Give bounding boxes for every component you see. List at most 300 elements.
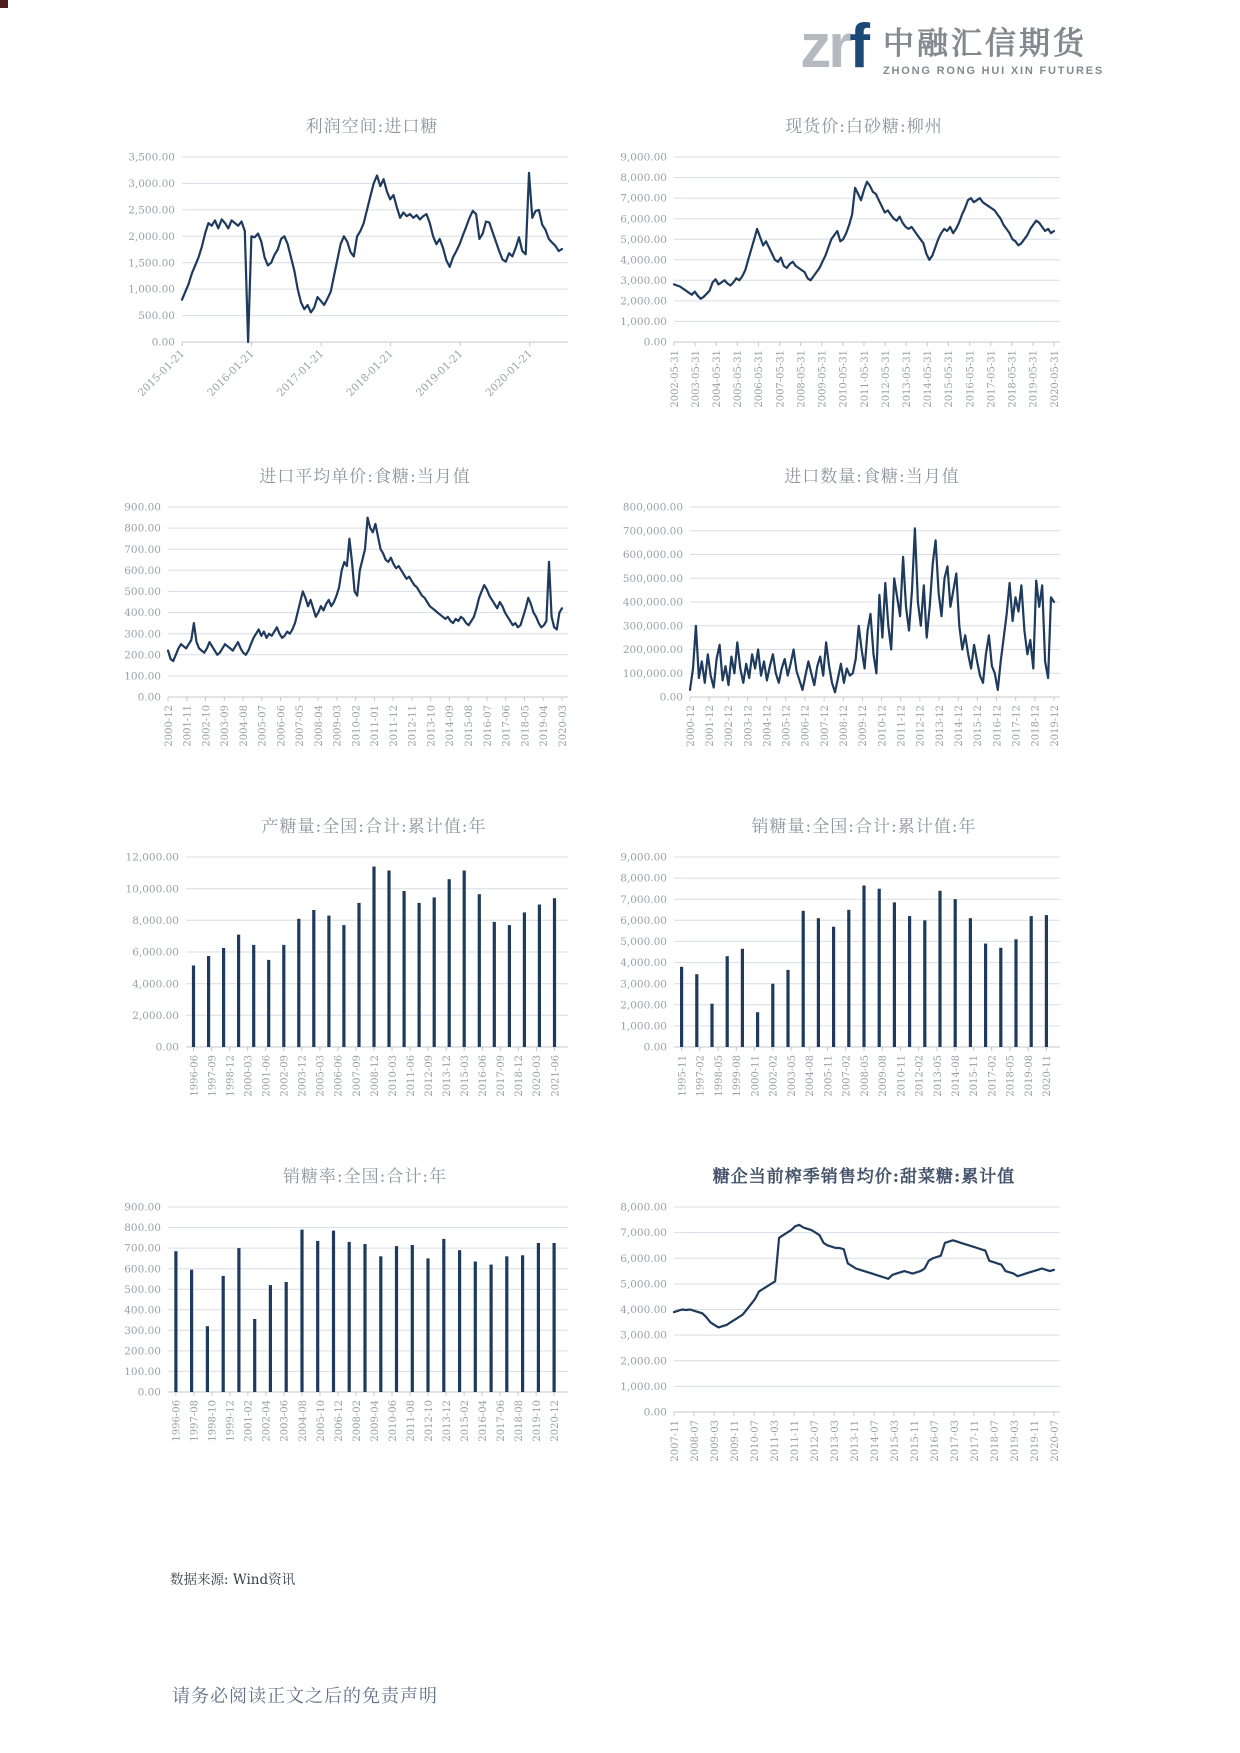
bar (312, 910, 315, 1047)
x-axis-tick-label: 2014-05-31 (923, 350, 935, 408)
x-axis-tick-label: 2002-12 (724, 705, 736, 747)
bar (207, 956, 210, 1047)
x-axis-tick-label: 2009-03 (709, 1420, 721, 1462)
x-axis-tick-label: 2017-06 (495, 1400, 507, 1442)
chart-beet-sugar-avg-sales-price (610, 1158, 1102, 1508)
bar (710, 1004, 713, 1047)
bar (458, 1250, 461, 1392)
y-axis-tick-label: 500,000.00 (622, 572, 683, 585)
chart-plot (118, 847, 610, 1127)
x-axis-tick-label: 2015-11 (969, 1055, 981, 1097)
x-axis-tick-label: 2019-12 (1049, 705, 1061, 747)
chart-title: 销糖量:全国:合计:累计值:年 (751, 817, 977, 837)
chart-sugar-production (118, 808, 610, 1158)
x-axis-tick-label: 1997-08 (189, 1400, 201, 1442)
bar (938, 891, 941, 1047)
x-axis-tick-label: 2000-12 (685, 705, 697, 747)
x-axis-tick-label: 1998-05 (713, 1055, 725, 1097)
chart-plot (610, 147, 1102, 422)
x-axis-tick-label: 1997-02 (695, 1055, 707, 1097)
chart-plot (118, 497, 610, 777)
chart-plot (610, 1197, 1102, 1492)
disclaimer-note: 请务必阅读正文之后的免责声明 (172, 1686, 438, 1707)
x-axis-tick-label: 2016-07 (482, 705, 494, 747)
y-axis-tick-label: 300.00 (124, 1324, 161, 1337)
y-axis-tick-label: 4,000.00 (620, 254, 667, 267)
x-axis-tick-label: 2010-02 (351, 705, 363, 747)
x-axis-tick-label: 2017-05-31 (986, 350, 998, 408)
x-axis-tick-label: 2007-05 (295, 705, 307, 747)
y-axis-tick-label: 3,000.00 (620, 274, 667, 287)
y-axis-tick-label: 800.00 (124, 522, 161, 535)
chart-canvas (118, 147, 570, 406)
x-axis-tick-label: 2007-11 (669, 1420, 681, 1462)
bar (923, 920, 926, 1047)
x-axis-tick-label: 2004-12 (762, 705, 774, 747)
x-axis-tick-label: 2012-09 (423, 1055, 435, 1097)
x-axis-tick-label: 2001-12 (705, 705, 716, 747)
logo-zr-text: zr (800, 12, 850, 81)
bar (553, 898, 556, 1047)
bar (253, 1319, 256, 1392)
chart-plot (610, 847, 1102, 1127)
y-axis-tick-label: 7,000.00 (620, 192, 667, 205)
bar (508, 925, 511, 1047)
x-axis-tick-label: 2019-05-31 (1028, 350, 1040, 408)
bar (442, 1239, 445, 1392)
x-axis-tick-label: 2011-01 (370, 705, 382, 747)
bar (553, 1243, 556, 1392)
x-axis-tick-label: 2017-06 (501, 705, 513, 747)
bar (505, 1256, 508, 1392)
y-axis-tick-label: 4,000.00 (620, 957, 667, 970)
series-line (690, 528, 1054, 692)
y-axis-tick-label: 700.00 (124, 543, 161, 556)
x-axis-tick-label: 1999-12 (225, 1400, 237, 1442)
bar (490, 1265, 493, 1392)
bar (847, 910, 850, 1047)
y-axis-tick-label: 12,000.00 (125, 851, 179, 864)
x-axis-tick-label: 2017-12 (1011, 705, 1023, 747)
x-axis-tick-label: 2020-12 (549, 1400, 561, 1442)
y-axis-tick-label: 5,000.00 (620, 1278, 667, 1291)
x-axis-tick-label: 2015-01-21 (135, 347, 188, 399)
x-axis-tick-label: 2005-03 (315, 1055, 327, 1097)
bar (478, 894, 481, 1047)
x-axis-tick-label: 2004-05-31 (712, 350, 723, 408)
x-axis-tick-label: 2013-12 (442, 1055, 453, 1097)
x-axis-tick-label: 2018-01-21 (344, 347, 396, 399)
x-axis-tick-label: 1996-06 (171, 1400, 183, 1442)
x-axis-tick-label: 2015-03 (460, 1055, 471, 1097)
y-axis-tick-label: 0.00 (643, 336, 667, 349)
x-axis-tick-label: 2019-10 (531, 1400, 543, 1442)
x-axis-tick-label: 2009-03 (332, 705, 344, 747)
x-axis-tick-label: 2016-06 (478, 1055, 490, 1097)
x-axis-tick-label: 2011-12 (896, 705, 908, 747)
chart-plot (118, 1197, 610, 1472)
x-axis-tick-label: 2019-01-21 (414, 347, 466, 399)
bar (379, 1256, 382, 1392)
x-axis-tick-label: 1996-06 (189, 1055, 201, 1097)
y-axis-tick-label: 8,000.00 (132, 914, 179, 927)
y-axis-tick-label: 7,000.00 (620, 1227, 667, 1240)
x-axis-tick-label: 2008-05-31 (796, 350, 808, 408)
bar (327, 916, 330, 1047)
x-axis-tick-label: 1998-10 (207, 1400, 219, 1442)
y-axis-tick-label: 4,000.00 (132, 978, 179, 991)
x-axis-tick-label: 2020-11 (1042, 1055, 1054, 1097)
chart-title: 利润空间:进口糖 (305, 117, 439, 137)
x-axis-tick-label: 2019-08 (1024, 1055, 1035, 1097)
y-axis-tick-label: 200,000.00 (622, 644, 683, 657)
chart-spot-price-white-sugar-liuzhou (610, 108, 1102, 458)
y-axis-tick-label: 8,000.00 (620, 1201, 667, 1214)
y-axis-tick-label: 2,000.00 (132, 1009, 179, 1022)
chart-title: 产糖量:全国:合计:累计值:年 (261, 817, 487, 837)
x-axis-tick-label: 2020-03 (557, 705, 569, 747)
bar (523, 912, 526, 1047)
chart-plot (610, 497, 1102, 777)
x-axis-tick-label: 2000-12 (163, 705, 175, 747)
x-axis-tick-label: 2008-04 (313, 705, 325, 747)
bar (300, 1230, 303, 1392)
x-axis-tick-label: 2000-11 (750, 1055, 762, 1097)
x-axis-tick-label: 2005-10 (315, 1400, 327, 1442)
x-axis-tick-label: 2006-06 (333, 1055, 345, 1097)
y-axis-tick-label: 300.00 (124, 628, 161, 641)
bar (741, 949, 744, 1047)
chart-title: 进口平均单价:食糖:当月值 (259, 467, 471, 487)
x-axis-tick-label: 2008-07 (689, 1420, 701, 1462)
x-axis-tick-label: 2019-03 (1009, 1420, 1021, 1462)
x-axis-tick-label: 2014-08 (951, 1055, 962, 1097)
x-axis-tick-label: 2020-05-31 (1049, 350, 1061, 408)
y-axis-tick-label: 100,000.00 (622, 667, 683, 680)
x-axis-tick-label: 2016-04 (477, 1400, 489, 1442)
x-axis-tick-label: 2012-12 (915, 705, 927, 747)
x-axis-tick-label: 2012-07 (809, 1420, 821, 1462)
x-axis-tick-label: 2005-05-31 (733, 350, 745, 408)
bar (802, 911, 805, 1047)
x-axis-tick-label: 2013-05 (932, 1055, 944, 1097)
x-axis-tick-label: 2000-03 (243, 1055, 255, 1097)
y-axis-tick-label: 600,000.00 (622, 549, 683, 562)
bar (433, 897, 436, 1047)
y-axis-tick-label: 5,000.00 (620, 936, 667, 948)
x-axis-tick-label: 2007-09 (351, 1055, 363, 1097)
y-axis-tick-label: 900.00 (124, 501, 161, 514)
y-axis-tick-label: 800.00 (124, 1222, 161, 1235)
chart-canvas (610, 847, 1062, 1123)
y-axis-tick-label: 200.00 (124, 649, 161, 662)
x-axis-tick-label: 2002-02 (768, 1055, 780, 1097)
bar (878, 889, 881, 1047)
x-axis-tick-label: 2010-07 (749, 1420, 761, 1462)
y-axis-tick-label: 3,000.00 (128, 178, 175, 190)
bar (1030, 916, 1033, 1047)
x-axis-tick-label: 2007-12 (819, 705, 831, 747)
y-axis-tick-label: 2,000.00 (620, 295, 667, 308)
bar (521, 1255, 524, 1392)
x-axis-tick-label: 2013-12 (441, 1400, 453, 1442)
bar (237, 1248, 240, 1392)
chart-title: 进口数量:食糖:当月值 (784, 467, 960, 487)
y-axis-tick-label: 400.00 (124, 607, 161, 620)
y-axis-tick-label: 8,000.00 (620, 872, 667, 885)
x-axis-tick-label: 2013-05-31 (902, 350, 913, 408)
bar (395, 1246, 398, 1392)
bar (862, 886, 865, 1048)
y-axis-tick-label: 2,500.00 (128, 204, 175, 217)
x-axis-tick-label: 2011-03 (769, 1420, 781, 1462)
y-axis-tick-label: 10,000.00 (125, 883, 179, 896)
y-axis-tick-label: 1,500.00 (128, 257, 175, 270)
bar (1014, 939, 1017, 1047)
x-axis-tick-label: 2017-11 (969, 1420, 981, 1462)
x-axis-tick-label: 2016-12 (992, 705, 1004, 747)
bar (756, 1012, 759, 1047)
series-line (674, 182, 1054, 299)
y-axis-tick-label: 0.00 (155, 1041, 179, 1054)
y-axis-tick-label: 2,000.00 (620, 1355, 667, 1368)
y-axis-tick-label: 3,000.00 (620, 978, 667, 991)
x-axis-tick-label: 2016-07 (929, 1420, 941, 1462)
chart-title: 销糖率:全国:合计:年 (282, 1167, 448, 1187)
chart-import-quantity (610, 458, 1102, 808)
x-axis-tick-label: 2003-06 (279, 1400, 291, 1442)
bar (448, 879, 451, 1047)
x-axis-tick-label: 2011-12 (388, 705, 400, 747)
y-axis-tick-label: 6,000.00 (620, 914, 667, 927)
chart-canvas (118, 847, 570, 1123)
x-axis-tick-label: 2014-12 (954, 705, 965, 747)
bar (282, 945, 285, 1047)
x-axis-tick-label: 2006-06 (276, 705, 288, 747)
bar (174, 1251, 177, 1392)
x-axis-tick-label: 2014-09 (445, 705, 457, 747)
y-axis-tick-label: 600.00 (124, 1263, 161, 1276)
x-axis-tick-label: 2018-07 (989, 1420, 1001, 1462)
bar (832, 927, 835, 1047)
chart-plot (118, 147, 610, 410)
chart-grid (118, 108, 1102, 1508)
chart-canvas (610, 497, 1062, 773)
y-axis-tick-label: 5,000.00 (620, 233, 667, 246)
x-axis-tick-label: 2006-05-31 (754, 350, 766, 408)
x-axis-tick-label: 2010-03 (387, 1055, 399, 1097)
y-axis-tick-label: 7,000.00 (620, 893, 667, 906)
bar (332, 1231, 335, 1392)
x-axis-tick-label: 2002-10 (201, 705, 213, 747)
x-axis-tick-label: 2009-08 (878, 1055, 889, 1097)
bar (954, 899, 957, 1047)
bar (411, 1245, 414, 1392)
x-axis-tick-label: 2017-09 (496, 1055, 508, 1097)
y-axis-tick-label: 1,000.00 (128, 283, 175, 296)
logo-names (883, 18, 1104, 77)
x-axis-tick-label: 2008-12 (369, 1055, 381, 1097)
y-axis-tick-label: 0.00 (137, 1386, 161, 1399)
y-axis-tick-label: 0.00 (137, 691, 161, 704)
x-axis-tick-label: 2009-05-31 (817, 350, 829, 408)
data-source-note: 数据来源: Wind资讯 (170, 1572, 296, 1588)
y-axis-tick-label: 500.00 (124, 1283, 161, 1296)
bar (538, 905, 541, 1048)
x-axis-tick-label: 2004-08 (297, 1400, 309, 1442)
y-axis-tick-label: 0.00 (659, 691, 683, 704)
bar (999, 948, 1002, 1047)
x-axis-tick-label: 2019-11 (1029, 1420, 1041, 1462)
x-axis-tick-label: 2011-06 (405, 1055, 417, 1097)
y-axis-tick-label: 1,000.00 (620, 1020, 667, 1033)
x-axis-tick-label: 2007-05-31 (775, 350, 787, 408)
x-axis-tick-label: 2018-12 (1030, 705, 1042, 747)
x-axis-tick-label: 2012-10 (423, 1400, 435, 1442)
x-axis-tick-label: 2012-02 (914, 1055, 926, 1097)
y-axis-tick-label: 2,000.00 (128, 230, 175, 243)
x-axis-tick-label: 2013-03 (829, 1420, 841, 1462)
x-axis-tick-label: 2015-11 (909, 1420, 921, 1462)
x-axis-tick-label: 2003-05-31 (690, 350, 702, 408)
x-axis-tick-label: 2018-08 (513, 1400, 525, 1442)
x-axis-tick-label: 2011-05-31 (859, 350, 871, 408)
chart-title: 糖企当前榨季销售均价:甜菜糖:累计值 (712, 1167, 1016, 1187)
bar (403, 891, 406, 1047)
bar (363, 1244, 366, 1392)
x-axis-tick-label: 2020-03 (532, 1055, 544, 1097)
y-axis-tick-label: 500.00 (124, 586, 161, 598)
chart-import-avg-unit-price (118, 458, 610, 808)
bar (786, 970, 789, 1047)
page-corner-mark (0, 0, 8, 8)
bar (1045, 915, 1048, 1047)
x-axis-tick-label: 2013-10 (426, 705, 438, 747)
x-axis-tick-label: 2010-11 (896, 1055, 908, 1097)
bar (817, 918, 820, 1047)
x-axis-tick-label: 2015-02 (459, 1400, 471, 1442)
x-axis-tick-label: 2005-07 (257, 705, 269, 747)
x-axis-tick-label: 2015-05-31 (944, 350, 956, 408)
y-axis-tick-label: 0.00 (643, 1041, 667, 1054)
y-axis-tick-label: 8,000.00 (620, 172, 667, 185)
y-axis-tick-label: 500.00 (138, 310, 175, 323)
bar (285, 1282, 288, 1392)
x-axis-tick-label: 2018-05-31 (1007, 350, 1019, 408)
x-axis-tick-label: 2006-12 (333, 1400, 345, 1442)
bar (222, 948, 225, 1047)
x-axis-tick-label: 2001-11 (182, 705, 194, 747)
bar (206, 1326, 209, 1392)
bar (493, 922, 496, 1047)
x-axis-tick-label: 2006-12 (800, 705, 812, 747)
x-axis-tick-label: 2004-08 (238, 705, 250, 747)
x-axis-tick-label: 2008-12 (839, 705, 851, 747)
series-line (674, 1225, 1054, 1328)
bar (269, 1285, 272, 1392)
x-axis-tick-label: 2007-02 (841, 1055, 853, 1097)
x-axis-tick-label: 2008-05 (859, 1055, 871, 1097)
y-axis-tick-label: 300,000.00 (622, 620, 683, 633)
bar (237, 935, 240, 1047)
bar (372, 867, 375, 1048)
x-axis-tick-label: 2017-01-21 (274, 347, 327, 399)
y-axis-tick-label: 1,000.00 (620, 1381, 667, 1393)
y-axis-tick-label: 700.00 (124, 1242, 161, 1255)
x-axis-tick-label: 2011-08 (405, 1400, 417, 1442)
chart-canvas (118, 1197, 570, 1468)
y-axis-tick-label: 6,000.00 (132, 946, 179, 959)
y-axis-tick-label: 4,000.00 (620, 1304, 667, 1317)
x-axis-tick-label: 2018-12 (514, 1055, 526, 1097)
y-axis-tick-label: 700,000.00 (622, 525, 683, 538)
chart-sugar-sales-volume (610, 808, 1102, 1158)
y-axis-tick-label: 6,000.00 (620, 213, 667, 226)
bar (267, 960, 270, 1047)
bar (984, 944, 987, 1047)
series-line (168, 518, 562, 662)
x-axis-tick-label: 2002-09 (279, 1055, 291, 1097)
chart-profit-imported-sugar (118, 108, 610, 458)
bar (474, 1262, 477, 1393)
x-axis-tick-label: 2005-12 (781, 705, 793, 747)
x-axis-tick-label: 2003-12 (297, 1055, 309, 1097)
y-axis-tick-label: 2,000.00 (620, 999, 667, 1012)
y-axis-tick-label: 0.00 (643, 1406, 667, 1419)
bar (222, 1276, 225, 1392)
bar (680, 967, 683, 1047)
y-axis-tick-label: 900.00 (124, 1201, 161, 1214)
bar (192, 966, 195, 1048)
x-axis-tick-label: 2015-12 (973, 705, 985, 747)
x-axis-tick-label: 2016-05-31 (965, 350, 977, 408)
x-axis-tick-label: 2021-06 (550, 1055, 562, 1097)
x-axis-tick-label: 2009-11 (729, 1420, 741, 1462)
bar (252, 945, 255, 1047)
x-axis-tick-label: 2017-02 (987, 1055, 999, 1097)
x-axis-tick-label: 2015-03 (889, 1420, 901, 1462)
x-axis-tick-label: 2010-12 (877, 705, 889, 747)
chart-canvas (118, 497, 570, 773)
x-axis-tick-label: 1997-09 (207, 1055, 219, 1097)
x-axis-tick-label: 2010-05-31 (838, 350, 850, 408)
x-axis-tick-label: 2012-05-31 (880, 350, 892, 408)
y-axis-tick-label: 6,000.00 (620, 1252, 667, 1265)
bar (387, 871, 390, 1048)
bar (357, 903, 360, 1047)
bar (348, 1242, 351, 1392)
x-axis-tick-label: 2001-06 (261, 1055, 273, 1097)
y-axis-tick-label: 400.00 (124, 1304, 161, 1317)
x-axis-tick-label: 2016-01-21 (205, 347, 257, 399)
company-logo (800, 12, 1104, 81)
bar (426, 1258, 429, 1392)
y-axis-tick-label: 0.00 (151, 336, 175, 349)
company-name-en: ZHONG RONG HUI XIN FUTURES (883, 64, 1104, 77)
logo-f-text: f (849, 12, 868, 81)
x-axis-tick-label: 2020-01-21 (483, 347, 535, 399)
chart-canvas (610, 147, 1062, 418)
y-axis-tick-label: 9,000.00 (620, 851, 667, 864)
bar (463, 871, 466, 1048)
x-axis-tick-label: 2009-12 (858, 705, 870, 747)
bar (695, 974, 698, 1047)
x-axis-tick-label: 2010-06 (387, 1400, 399, 1442)
x-axis-tick-label: 2008-02 (351, 1400, 363, 1442)
x-axis-tick-label: 2013-11 (849, 1420, 861, 1462)
x-axis-tick-label: 1998-12 (225, 1055, 237, 1097)
series-line (182, 173, 562, 342)
